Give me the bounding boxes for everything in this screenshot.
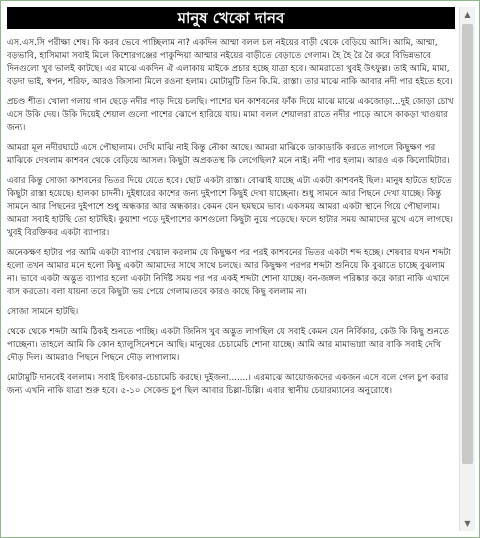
paragraph-1: এস.এস.সি পরীক্ষা শেষ। কি করব ভেবে পাচ্ছিলাম না? একদিন আম্মা বলল চল নইয়ের বাড়ী থেকে বেড়িয়ে আসি। আমি, আম্মা, বড়ভাবি, হাসিমামা সবাই মিলে কিশোরগঞ্জের পাকুন্দিয়া আম্মার নইয়ের বাড়ীতে বেড়াতে গেলাম। হৈ হৈ রৈ রৈ করে বিভিন্নভাবে দিনগুলো খুব ভালই কাটছে। এর মাঝে একদিন ঐ এলাকায় মাইকে প্রচার হচ্ছে যাত্রা হবে। আমরাতো খুবই উৎফুল্ল। তাই আমি, মামা, বড়দা ভাই, স্বপন, শরিফ, আরও জিসানা মিলে রওনা হলাম। মোটামুটি তিন কি.মি. রাস্তা। তার মাঝে নাকি আবার নদী পার হইতে হবে। [7,38,453,87]
scroll-thumb[interactable] [462,24,473,464]
paragraph-2: প্রচণ্ড শীত। খোলা গলায় গান ছেড়ে নদীর পাড় দিয়ে চলছি। পাশের ঘন কাশবনের ফাঁক দিয়ে মাঝে মাঝে একজোড়া...দুই জোড়া চোখ এসে উকি দেয়। উকি দিয়েই শেয়াল গুলো পাশের ঝোপে হারিয়ে যায়। মামা বলল শেয়ালরা রাতে নদীর পাড়ে আসে কাকড়া খাওয়ার জন্য। [7,97,454,133]
paragraph-4: এবার কিন্তু সোজা কাশবনের ভিতর দিয়ে যেতে হবে। ছোট একটা রাস্তা। বোঝাই যাচ্ছে এটা একটা কাশবনই ছিল। মানুষ হাটতে হাটতে কিছুটা রাস্তা হয়েছে। হালকা চাদনী। দুইধারের কাশের জন্য দুইপাশে কিছুই দেখা যাচ্ছেনা। শুধু সামনে আর পিছনে দেখা যাচ্ছে। কিন্তু সামনে আর পিছনের দুইপাশে শুধু অন্ধকার আর অন্ধকার। কেমন যেন ছমছমে ভাব। একসময় আমরা একটা স্থানে গিয়ে পৌছালাম। আমরা সবাই হাটছি তো হাটছিই। কুয়াশা পড়ে দুইপাশের কাশগুলো কিছুটা নুয়ে পড়েছে। ফলে হাটার সময় আমাদের মুখে এসে লাগছে। খুবই বিরক্তিকর একটা ব্যাপার। [7,176,453,238]
article-content [7,7,455,531]
paragraph-5: অনেকক্ষণ হাটার পর আমি একটা ব্যাপার খেয়াল করলাম যে কিছুক্ষণ পর পরই কাশবনের ভিতর একটা শব্দ হচ্ছে। শেষবার যখন শব্দটা হলো তখন আমার মনে হলো কিছু একটা আমাদের সাথে সাথে চলছে। আর কিছুক্ষণ পরপর শব্দটা শুনিয়ে কি বুঝাতে চাচ্ছে বুঝলাম না। ভাবে একটা অদ্ভুত ব্যাপার হলো একটা নির্দিষ্ট সময় পর পর একই শব্দটা শোনা যাচ্ছে। বন-জঙ্গল পরিষ্কার করে কারা নাকি এখানে বাস করতো। বলা যায়না তবে কিছুটা ভয় পেয়ে গেলাম।তবে কারও কাছে কিছু বললাম না। [7,248,451,297]
paragraph-7: থেকে থেকে শব্দটা আমি ঠিকই শুনতে পাচ্ছি। একটা জিনিস খুব অদ্ভুত লাগছিল যে সবাই কেমন যেন নির্বিকার, কেউ কি কিছু শুনতে পাচ্ছেনা। তাহলে আমি কি কোন হ্যালুসিনেশনে আছি। মানুষের চেচামেচি শোনা যাচ্ছে। আমি আর মামাভাগ্না আর বাকি সবাই দেখি দৌড় দিল। আমরাও পিছনে পিছনে দৌড় লাগালাম। [7,327,449,363]
scroll-up-icon[interactable]: ▲ [464,10,471,19]
paragraph-6: সোজা সামনে হাটছি। [7,307,79,317]
article-title: মানুষ খেকো দানব [7,7,455,29]
paragraph-8: মোটামুটি দানবেই বললাম। সবাই চিৎকার-চেচামেচি করছে। দুইজনা.......। এরমাঝে আয়োজকদের একজন এসে বলে গেল চুপ করার জন্য এখনি নাকি যাত্রা শুরু হবে। ৫-১০ সেকেন্ড চুপ ছিল আবার চিল্লা-চিল্লি। এবার স্থানীয় চেয়ারম্যানের অনুরোধে। [7,373,449,396]
paragraph-3: আমরা মূল নদীরঘাটে এসে পৌছালাম। দেখি মাঝি নাই কিন্তু নৌকা আছে। আমরা মাঝিকে ডাকাডাকি করতে লাগলে কিছুক্ষণ পর মাঝিকে দেখলাম কাশবন থেকে বেড়িয়ে আসল। কিছুটা অপ্রকতস্থ কি লেগেছিল? মনে নাই। নদী পার হলাম। আরও এক কিলোমিটার। [7,143,450,166]
scroll-track[interactable] [461,22,474,516]
scroll-down-icon[interactable]: ▼ [464,519,471,528]
vertical-scrollbar[interactable] [459,7,475,531]
